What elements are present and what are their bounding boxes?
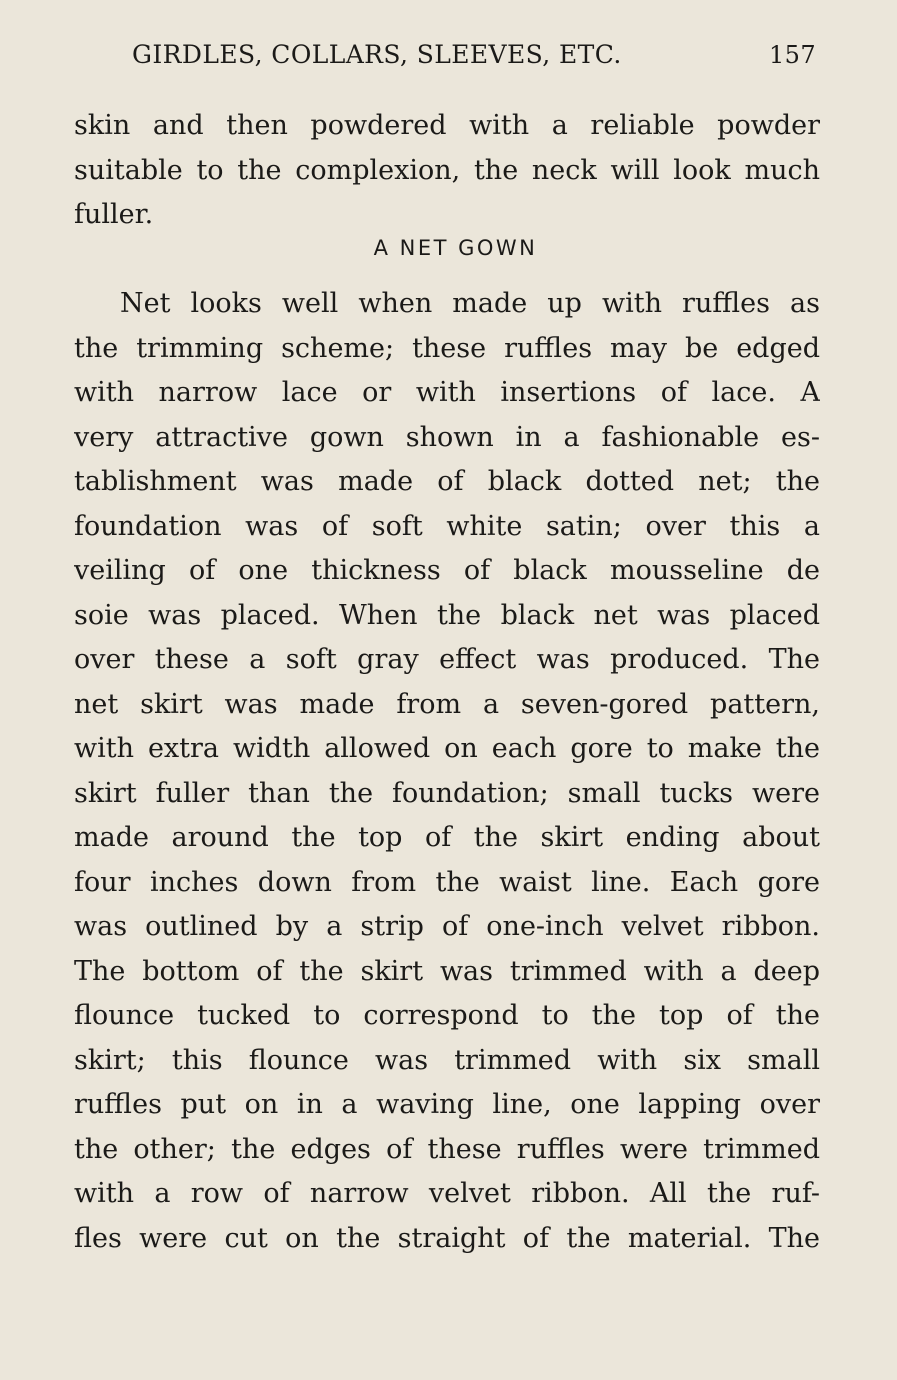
text-line: skirt; this flounce was trimmed with six small bbox=[74, 1044, 820, 1076]
text-line: foundation was of soft white satin; over this a bbox=[74, 510, 820, 542]
page-number: 157 bbox=[768, 41, 816, 69]
main-paragraph bbox=[74, 282, 820, 1261]
section-heading: A NET GOWN bbox=[373, 236, 538, 260]
text-line: Net looks well when made up with ruffles as bbox=[120, 288, 820, 319]
text-line: net skirt was made from a seven-gored pattern, bbox=[74, 688, 820, 720]
text-line: suitable to the complexion, the neck will look much bbox=[74, 154, 820, 186]
text-line: skin and then powdered with a reliable powder bbox=[74, 110, 820, 141]
text-line: fles were cut on the straight of the material. The bbox=[74, 1222, 820, 1254]
running-head bbox=[132, 40, 816, 76]
text-line: was outlined by a strip of one-inch velvet ribbon. bbox=[74, 911, 820, 942]
text-line: fuller. bbox=[74, 199, 154, 230]
text-line: with a row of narrow velvet ribbon. All the ruf- bbox=[74, 1178, 820, 1209]
text-line: with extra width allowed on each gore to make the bbox=[74, 733, 820, 764]
text-line: the other; the edges of these ruffles were trimmed bbox=[74, 1133, 820, 1165]
text-line: the trimming scheme; these ruffles may be edged bbox=[74, 332, 820, 364]
text-line: soie was placed. When the black net was placed bbox=[74, 599, 820, 631]
continued-paragraph bbox=[74, 104, 820, 238]
text-line: The bottom of the skirt was trimmed with a deep bbox=[74, 955, 820, 987]
text-line: four inches down from the waist line. Each gore bbox=[74, 866, 820, 898]
text-line: over these a soft gray effect was produced. The bbox=[74, 644, 820, 675]
text-line: made around the top of the skirt ending about bbox=[74, 822, 820, 853]
text-line: veiling of one thickness of black mousseline de bbox=[74, 555, 820, 586]
running-head-title: GIRDLES, COLLARS, SLEEVES, ETC. bbox=[132, 40, 622, 69]
text-line: ruffles put on in a waving line, one lapping over bbox=[74, 1089, 820, 1120]
text-line: tablishment was made of black dotted net; the bbox=[74, 466, 820, 497]
text-line: very attractive gown shown in a fashionable es- bbox=[74, 421, 820, 453]
text-line: with narrow lace or with insertions of lace. A bbox=[74, 377, 820, 408]
text-line: skirt fuller than the foundation; small tucks were bbox=[74, 777, 820, 809]
text-line: flounce tucked to correspond to the top of the bbox=[74, 1000, 820, 1031]
